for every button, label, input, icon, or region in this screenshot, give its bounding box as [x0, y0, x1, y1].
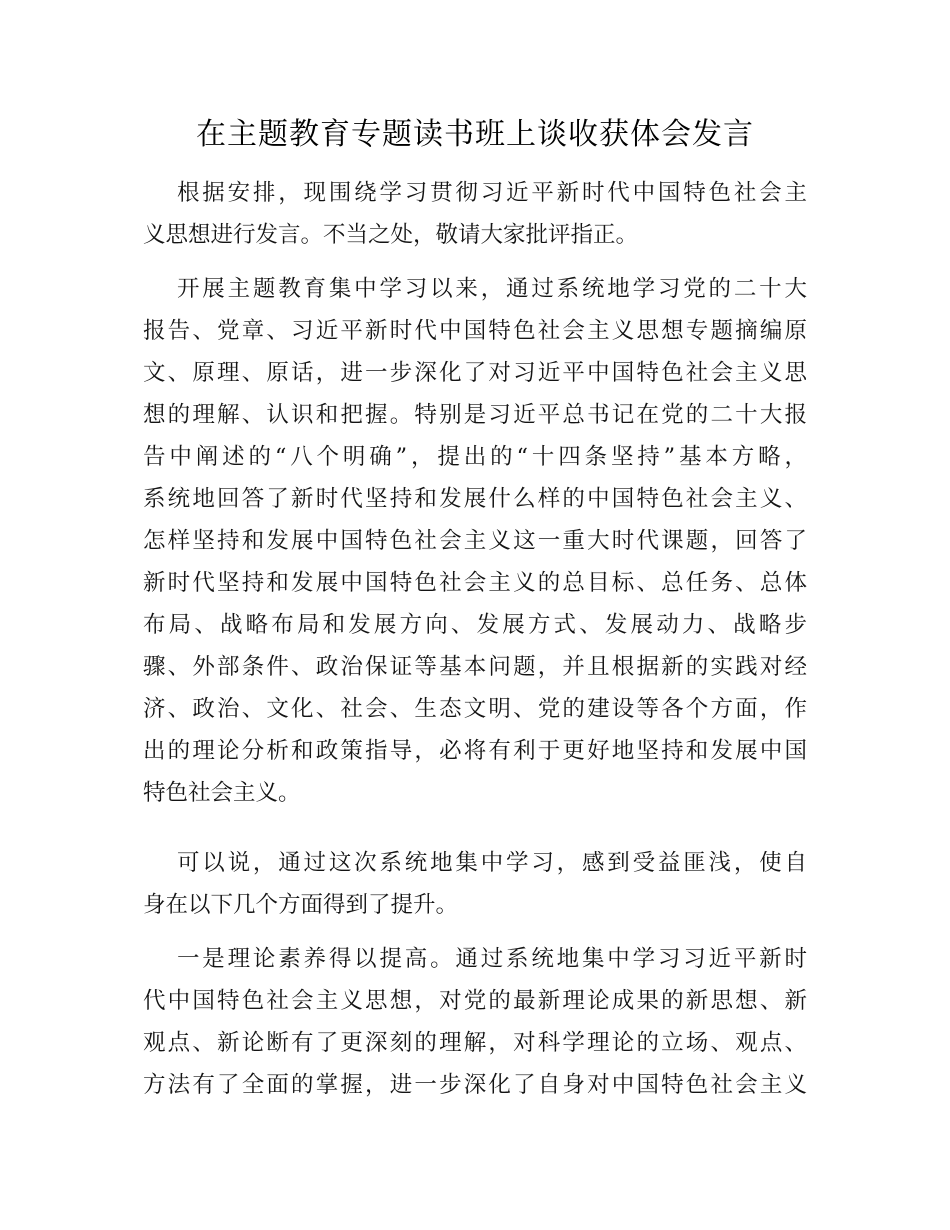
paragraph-2	[143, 268, 807, 814]
paragraph-line: 骤、外部条件、政治保证等基本问题，并且根据新的实践对经	[143, 654, 807, 680]
paragraph-line: 告中阐述的“八个明确”，提出的“十四条坚持”基本方略，	[143, 444, 807, 470]
paragraph-line: 布局、战略布局和发展方向、发展方式、发展动力、战略步	[143, 612, 807, 638]
paragraph-line: 义思想进行发言。不当之处，敬请大家批评指正。	[143, 222, 639, 248]
paragraph-line: 济、政治、文化、社会、生态文明、党的建设等各个方面，作	[143, 696, 807, 722]
paragraph-4	[143, 938, 807, 1106]
paragraph-line: 怎样坚持和发展中国特色社会主义这一重大时代课题，回答了	[143, 528, 807, 554]
paragraph-line: 新时代坚持和发展中国特色社会主义的总目标、总任务、总体	[143, 570, 807, 596]
paragraph-1	[143, 172, 807, 256]
paragraph-line: 报告、党章、习近平新时代中国特色社会主义思想专题摘编原	[143, 318, 807, 344]
paragraph-line: 特色社会主义。	[143, 780, 301, 806]
paragraph-3	[143, 842, 807, 926]
paragraph-line: 开展主题教育集中学习以来，通过系统地学习党的二十大	[177, 276, 807, 302]
paragraph-line: 身在以下几个方面得到了提升。	[143, 892, 459, 918]
paragraph-line: 观点、新论断有了更深刻的理解，对科学理论的立场、观点、	[143, 1030, 807, 1056]
paragraph-line: 可以说，通过这次系统地集中学习，感到受益匪浅，使自	[177, 850, 807, 876]
paragraph-line: 方法有了全面的掌握，进一步深化了自身对中国特色社会主义	[143, 1072, 807, 1098]
document-title: 在主题教育专题读书班上谈收获体会发言	[196, 117, 754, 152]
paragraph-line: 出的理论分析和政策指导，必将有利于更好地坚持和发展中国	[143, 738, 807, 764]
paragraph-line: 根据安排，现围绕学习贯彻习近平新时代中国特色社会主	[177, 180, 807, 206]
paragraph-line: 系统地回答了新时代坚持和发展什么样的中国特色社会主义、	[143, 486, 807, 512]
paragraph-line: 想的理解、认识和把握。特别是习近平总书记在党的二十大报	[143, 402, 807, 428]
paragraph-line: 代中国特色社会主义思想，对党的最新理论成果的新思想、新	[143, 988, 807, 1014]
paragraph-line: 文、原理、原话，进一步深化了对习近平中国特色社会主义思	[143, 360, 807, 386]
paragraph-line: 一是理论素养得以提高。通过系统地集中学习习近平新时	[177, 946, 807, 972]
